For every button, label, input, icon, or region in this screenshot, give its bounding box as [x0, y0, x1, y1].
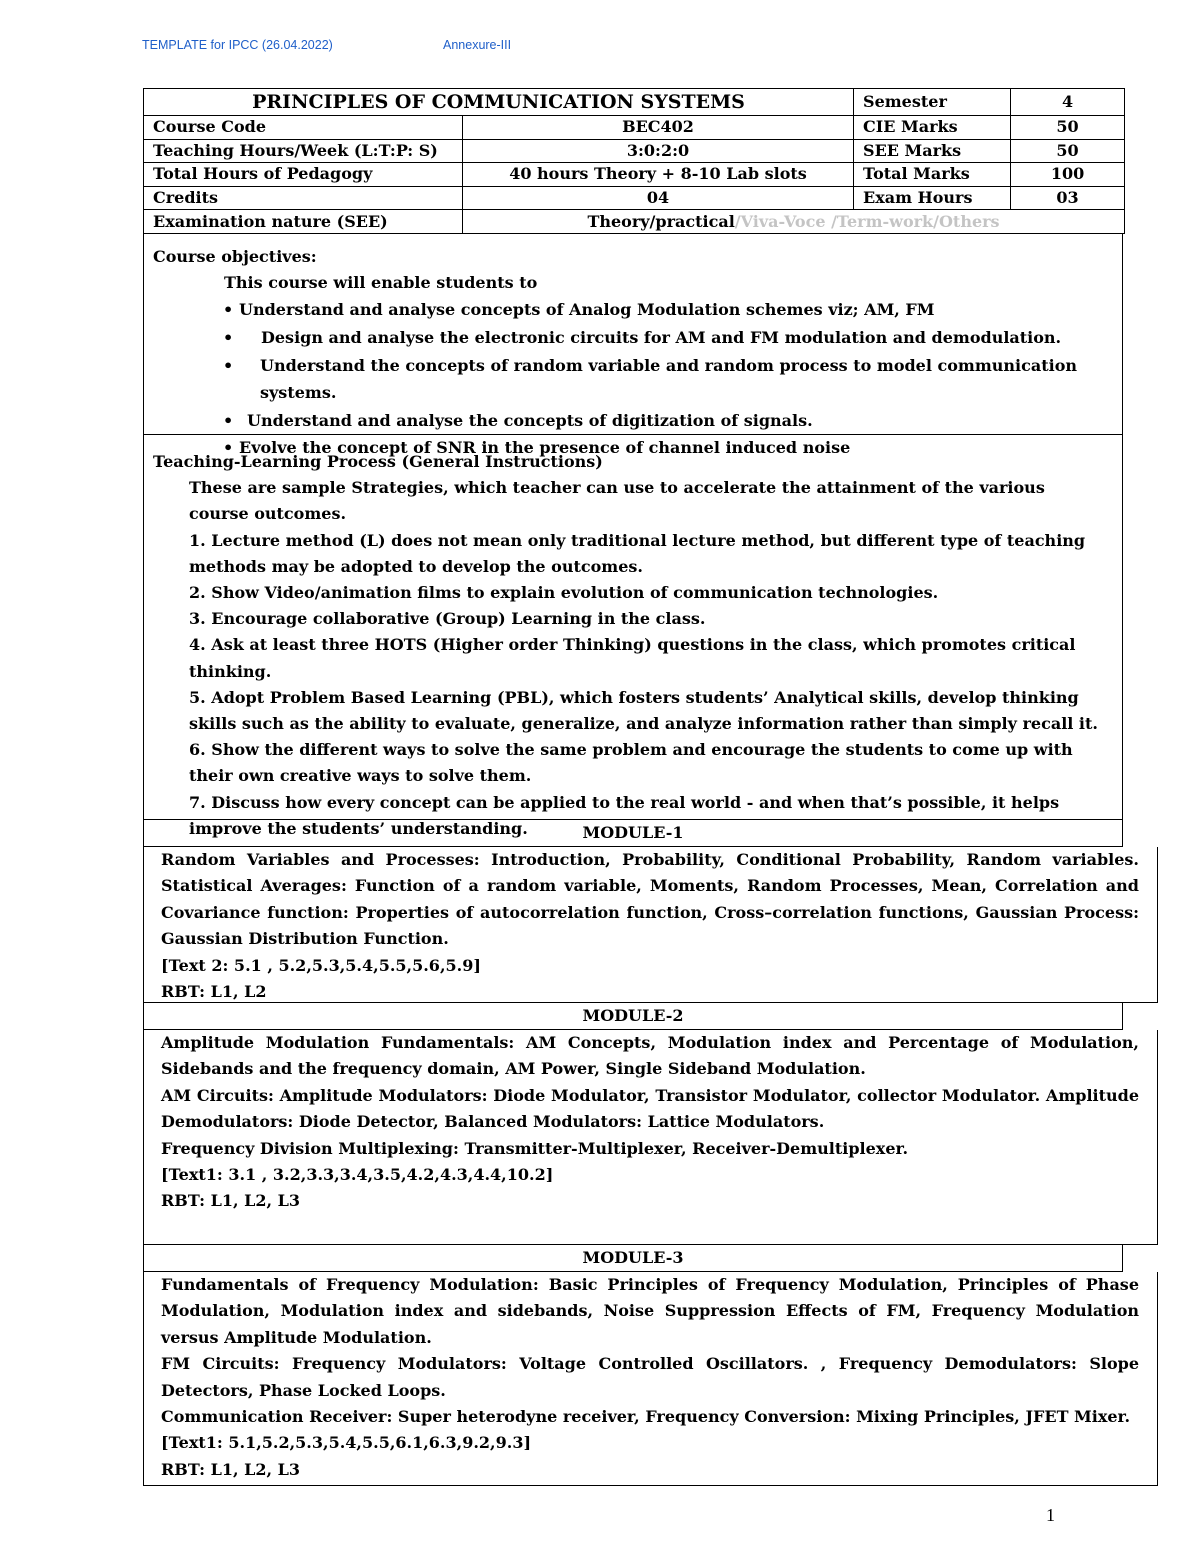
pedagogy-value: 40 hours Theory + 8-10 Lab slots	[463, 163, 854, 187]
module-line: Fundamentals of Frequency Modulation: Basic Principles of Frequency Modulation, Principles of Phase Modulation, Modulation index and sidebands, Noise Suppression Effects of FM, Frequency Modulation versus Amplitude Modulation.	[161, 1274, 1139, 1347]
bullet-icon: •	[223, 327, 234, 347]
teaching-hours-row	[144, 139, 1125, 163]
course-title: PRINCIPLES OF COMMUNICATION SYSTEMS	[144, 89, 854, 116]
bullet-icon: •	[223, 300, 234, 320]
teaching-line: 2. Show Video/animation films to explain evolution of communication technologies.	[189, 582, 939, 602]
objective-item: • Understand the concepts of random variable and random process to model communication systems.	[144, 352, 1122, 407]
teaching-body	[144, 475, 1122, 842]
credits-row	[144, 186, 1125, 210]
course-code-value: BEC402	[463, 116, 854, 140]
annexure-header: Annexure-III	[443, 38, 512, 52]
cie-marks-value: 50	[1011, 116, 1125, 140]
teaching-line: 1. Lecture method (L) does not mean only traditional lecture method, but different type of teaching methods may be adopted to develop the outcomes.	[189, 530, 1086, 576]
objective-item: • Understand and analyse the concepts of digitization of signals.	[144, 407, 1122, 435]
exam-nature-label: Examination nature (SEE)	[144, 210, 463, 234]
semester-value: 4	[1011, 89, 1125, 116]
module-references: [Text1: 3.1 , 3.2,3.3,3.4,3.5,4.2,4.3,4.4,10.2]	[161, 1165, 554, 1184]
bullet-icon: •	[223, 355, 234, 375]
exam-nature-selected: Theory/practical	[587, 211, 735, 231]
pedagogy-row	[144, 163, 1125, 187]
bullet-icon: •	[223, 438, 234, 458]
objective-item: • Understand and analyse concepts of Analog Modulation schemes viz; AM, FM	[144, 296, 1122, 324]
credits-label: Credits	[144, 186, 463, 210]
module-line: FM Circuits: Frequency Modulators: Voltage Controlled Oscillators. , Frequency Demodulators: Slope Detectors, Phase Locked Loops.	[161, 1354, 1139, 1400]
exam-nature-value	[463, 210, 1125, 234]
bullet-icon: •	[223, 410, 234, 430]
teaching-hours-value: 3:0:2:0	[463, 139, 854, 163]
module-rbt: RBT: L1, L2, L3	[161, 1459, 301, 1479]
module-rbt: RBT: L1, L2, L3	[161, 1191, 301, 1211]
exam-hours-label: Exam Hours	[854, 186, 1011, 210]
module-rbt: RBT: L1, L2	[161, 982, 267, 1001]
module-line: Frequency Division Multiplexing: Transmitter-Multiplexer, Receiver-Demultiplexer.	[161, 1138, 909, 1158]
exam-nature-other: /Viva-Voce /Term-work/Others	[734, 211, 1000, 231]
teaching-line: 7. Discuss how every concept can be applied to the real world - and when that’s possible, it helps improve the students’ understanding.	[189, 792, 1060, 838]
course-objectives	[143, 234, 1123, 458]
teaching-line: 6. Show the different ways to solve the same problem and encourage the students to come up with their own creative ways to solve them.	[189, 740, 1073, 786]
course-code-row	[144, 116, 1125, 140]
objective-item: • Evolve the concept of SNR in the presence of channel induced noise	[144, 434, 1122, 462]
module-line: Random Variables and Processes: Introduction, Probability, Conditional Probability, Random variables. Statistical Averages: Function of a random variable, Moments, Random Processes, Mean, Correlation and Covariance function: Properties of autocorrelation function, Cross–correlation functions, Gaussian Process: Gaussian Distribution Function.	[161, 849, 1139, 949]
objectives-heading: Course objectives:	[153, 246, 317, 266]
module-references: [Text1: 5.1,5.2,5.3,5.4,5.5,6.1,6.3,9.2,9.3]	[161, 1433, 532, 1453]
teaching-hours-label: Teaching Hours/Week (L:T:P: S)	[144, 139, 463, 163]
teaching-line: 4. Ask at least three HOTS (Higher order Thinking) questions in the class, which promotes critical thinking.	[189, 635, 1076, 681]
course-code-label: Course Code	[144, 116, 463, 140]
see-marks-label: SEE Marks	[854, 139, 1011, 163]
module-1-heading: MODULE-1	[143, 820, 1123, 847]
pedagogy-label: Total Hours of Pedagogy	[144, 163, 463, 187]
module-line: Communication Receiver: Super heterodyne receiver, Frequency Conversion: Mixing Principles, JFET Mixer.	[161, 1407, 1131, 1426]
template-header: TEMPLATE for IPCC (26.04.2022)	[142, 38, 333, 52]
objectives-intro: This course will enable students to	[224, 273, 538, 293]
teaching-line: These are sample Strategies, which teacher can use to accelerate the attainment of the various course outcomes.	[189, 478, 1045, 524]
semester-label: Semester	[854, 89, 1011, 116]
course-info-table	[143, 88, 1125, 234]
module-2-content	[143, 1030, 1158, 1245]
objectives-list	[144, 296, 1122, 462]
credits-value: 04	[463, 186, 854, 210]
teaching-line: 3. Encourage collaborative (Group) Learning in the class.	[189, 609, 706, 629]
module-line: Amplitude Modulation Fundamentals: AM Concepts, Modulation index and Percentage of Modulation, Sidebands and the frequency domain, AM Power, Single Sideband Modulation.	[161, 1032, 1139, 1079]
module-3-content	[143, 1272, 1158, 1486]
module-line: AM Circuits: Amplitude Modulators: Diode Modulator, Transistor Modulator, collector Modulator. Amplitude Demodulators: Diode Detector, Balanced Modulators: Lattice Modulators.	[161, 1085, 1139, 1132]
syllabus-document	[143, 88, 1139, 1486]
module-references: [Text 2: 5.1 , 5.2,5.3,5.4,5.5,5.6,5.9]	[161, 955, 481, 975]
see-marks-value: 50	[1011, 139, 1125, 163]
total-marks-label: Total Marks	[854, 163, 1011, 187]
cie-marks-label: CIE Marks	[854, 116, 1011, 140]
exam-nature-row	[144, 210, 1125, 234]
total-marks-value: 100	[1011, 163, 1125, 187]
teaching-heading: Teaching-Learning Process (General Instructions)	[153, 451, 603, 471]
page-number: 1	[1046, 1505, 1055, 1525]
module-3-heading: MODULE-3	[143, 1245, 1123, 1272]
course-title-row	[144, 89, 1125, 116]
module-1-content	[143, 847, 1158, 1003]
teaching-line: 5. Adopt Problem Based Learning (PBL), which fosters students’ Analytical skills, develop thinking skills such as the ability to evaluate, generalize, and analyze information rather than simply recall it.	[189, 687, 1098, 733]
module-2-heading: MODULE-2	[143, 1003, 1123, 1030]
objective-item: • Design and analyse the electronic circuits for AM and FM modulation and demodulation.	[144, 324, 1122, 352]
exam-hours-value: 03	[1011, 186, 1125, 210]
